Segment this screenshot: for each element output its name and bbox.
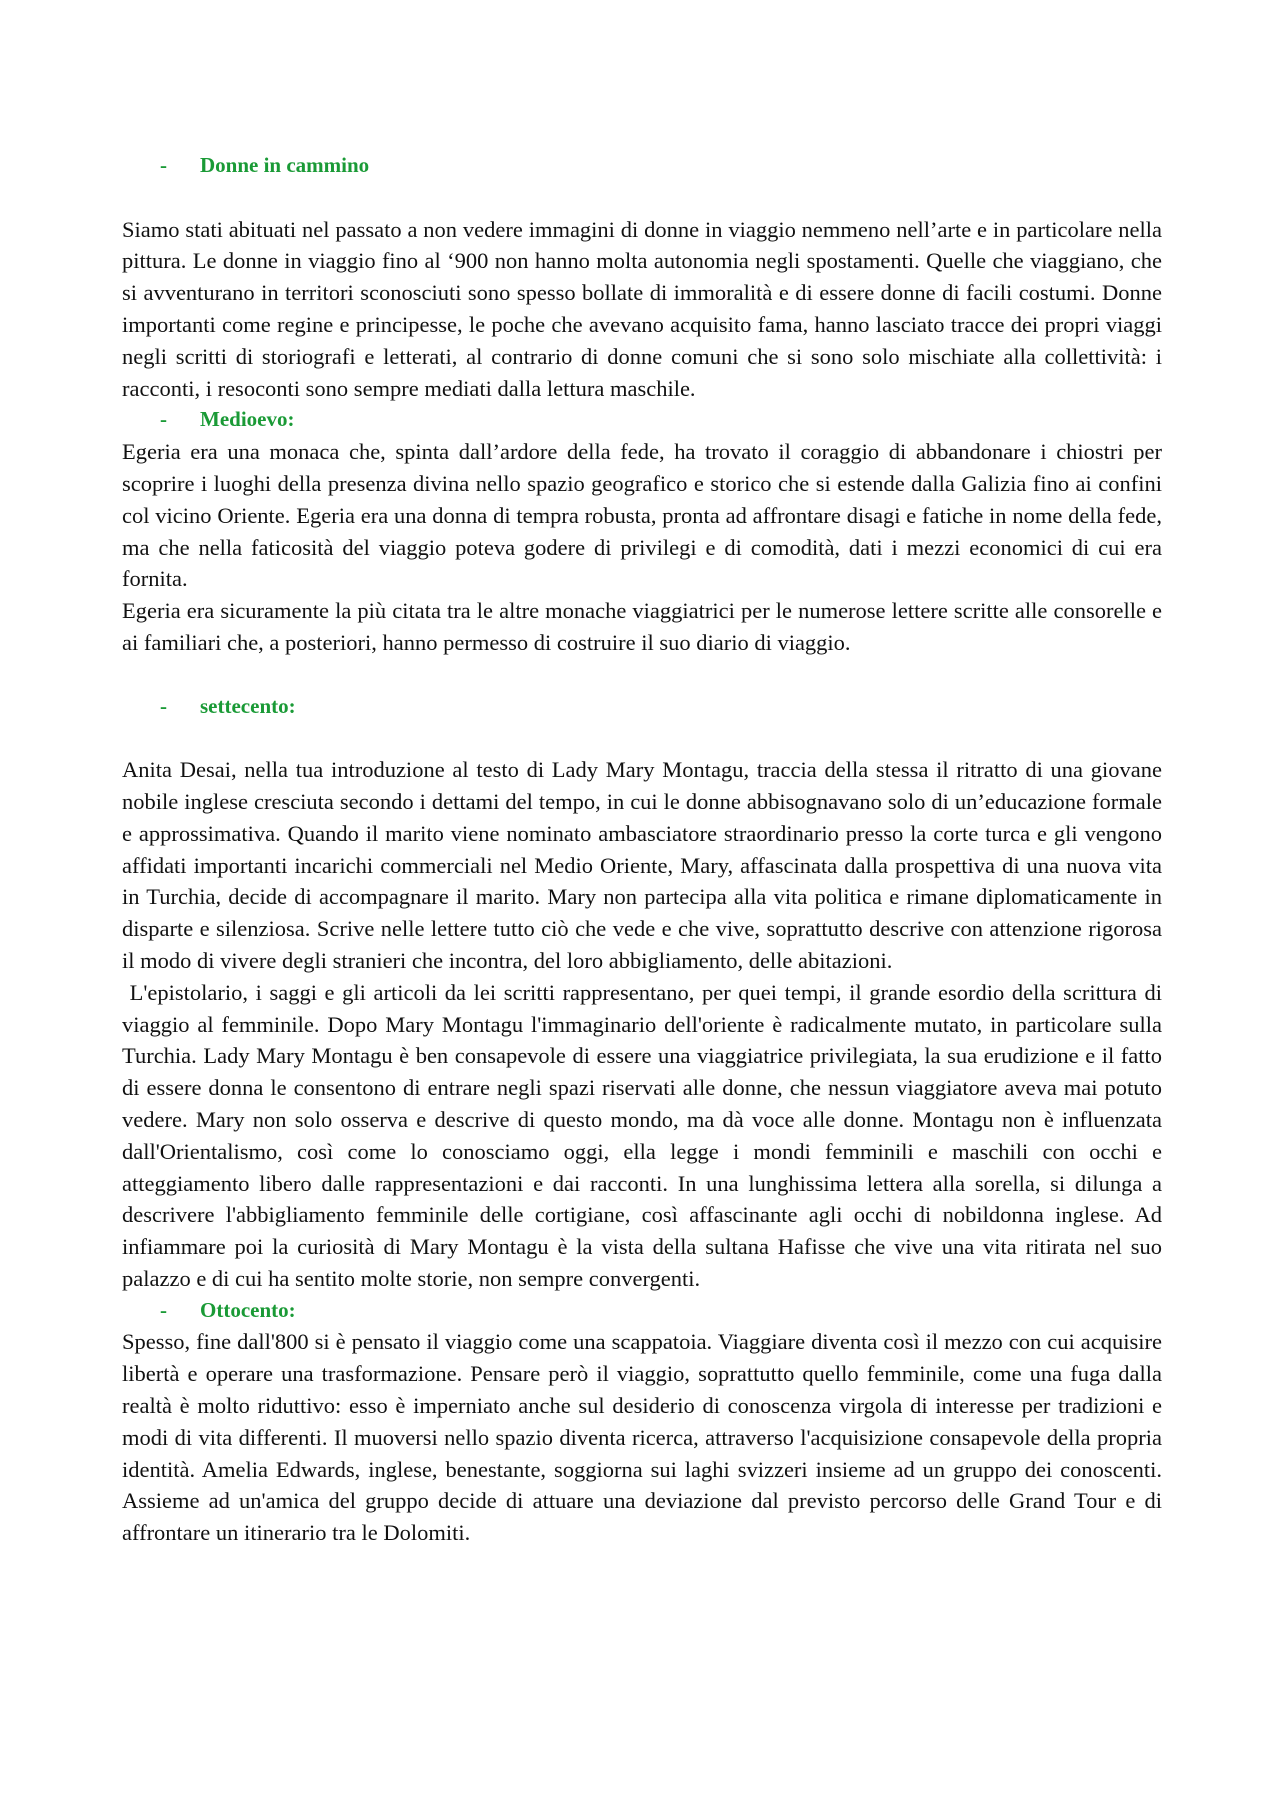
list-bullet: - xyxy=(160,407,167,432)
paragraph: Spesso, fine dall'800 si è pensato il viaggio come una scappatoia. Viaggiare diventa così il mezzo con cui acquisire libertà e operare una trasformazione. Pensare però il viaggio, soprattutto quello femminile, come una fuga dalla realtà è molto riduttivo: esso è imperniato anche sul desiderio di conoscenza virgola di interesse per tradizioni e modi di vita differenti. Il muoversi nello spazio diventa ricerca, attraverso l'acquisizione consapevole della propria identità. Amelia Edwards, inglese, benestante, soggiorna sui laghi svizzeri insieme ad un gruppo dei conoscenti. Assieme ad un'amica del gruppo decide di attuare una deviazione dal previsto percorso delle Grand Tour e di affrontare un itinerario tra le Dolomiti. xyxy=(122,1329,1162,1546)
section-heading-medioevo xyxy=(122,404,1162,436)
blank-line xyxy=(122,659,1162,691)
document-body xyxy=(122,150,1168,1549)
blank-line xyxy=(122,722,1162,754)
section-heading-donne-in-cammino xyxy=(122,150,1162,182)
paragraph: Egeria era una monaca che, spinta dall’ardore della fede, ha trovato il coraggio di abbandonare i chiostri per scoprire i luoghi della presenza divina nello spazio geografico e storico che si estende dalla Galizia fino ai confini col vicino Oriente. Egeria era una donna di tempra robusta, pronta ad affrontare disagi e fatiche in nome della fede, ma che nella faticosità del viaggio poteva godere di privilegi e di comodità, dati i mezzi economici di cui era fornita. xyxy=(122,439,1162,592)
section-heading-ottocento xyxy=(122,1295,1162,1327)
list-bullet: - xyxy=(160,1297,167,1322)
paragraph: Siamo stati abituati nel passato a non vedere immagini di donne in viaggio nemmeno nell’arte e in particolare nella pittura. Le donne in viaggio fino al ‘900 non hanno molta autonomia negli spostamenti. Quelle che viaggiano, che si avventurano in territori sconosciuti sono spesso bollate di immoralità e di essere donne di facili costumi. Donne importanti come regine e principesse, le poche che avevano acquisito fama, hanno lasciato tracce dei propri viaggi negli scritti di storiografi e letterati, al contrario di donne comuni che si sono solo mischiate alla collettività: i racconti, i resoconti sono sempre mediati dalla lettura maschile. xyxy=(122,216,1162,401)
section-heading-text: Donne in cammino xyxy=(200,153,370,177)
paragraph: Egeria era sicuramente la più citata tra le altre monache viaggiatrici per le numerose lettere scritte alle consorelle e ai familiari che, a posteriori, hanno permesso di costruire il suo diario di viaggio. xyxy=(122,598,1162,655)
section-heading-text: Medioevo: xyxy=(200,407,295,432)
paragraph: Anita Desai, nella tua introduzione al testo di Lady Mary Montagu, traccia della stessa il ritratto di una giovane nobile inglese cresciuta secondo i dettami del tempo, in cui le donne abbisognavano solo di un’educazione formale e approssimativa. Quando il marito viene nominato ambasciatore straordinario presso la corte turca e gli vengono affidati importanti incarichi commerciali nel Medio Oriente, Mary, affascinata dalla prospettiva di una nuova vita in Turchia, decide di accompagnare il marito. Mary non partecipa alla vita politica e rimane diplomaticamente in disparte e silenziosa. Scrive nelle lettere tutto ciò che vede e che vive, soprattutto descrive con attenzione rigorosa il modo di vivere degli stranieri che incontra, del loro abbigliamento, delle abitazioni. xyxy=(122,757,1162,973)
section-heading-text: settecento: xyxy=(200,693,296,718)
list-bullet: - xyxy=(160,693,167,718)
list-bullet: - xyxy=(160,153,167,177)
section-heading-text: Ottocento: xyxy=(200,1297,296,1322)
section-heading-settecento xyxy=(122,691,1162,723)
blank-line xyxy=(122,182,1162,214)
paragraph: L'epistolario, i saggi e gli articoli da lei scritti rappresentano, per quei tempi, il grande esordio della scrittura di viaggio al femminile. Dopo Mary Montagu l'immaginario dell'oriente è radicalmente mutato, in particolare sulla Turchia. Lady Mary Montagu è ben consapevole di essere una viaggiatrice privilegiata, la sua erudizione e il fatto di essere donna le consentono di entrare negli spazi riservati alle donne, che nessun viaggiatore aveva mai potuto vedere. Mary non solo osserva e descrive di questo mondo, ma dà voce alle donne. Montagu non è influenzata dall'Orientalismo, così come lo conosciamo oggi, ella legge i mondi femminili e maschili con occhi e atteggiamento libero dalle rappresentazioni e dai racconti. In una lunghissima lettera alla sorella, si dilunga a descrivere l'abbigliamento femminile delle cortigiane, così affascinante agli occhi di nobildonna inglese. Ad infiammare poi la curiosità di Mary Montagu è la vista della sultana Hafisse che vive una vita ritirata nel suo palazzo e di cui ha sentito molte storie, non sempre convergenti. xyxy=(122,979,1168,1291)
